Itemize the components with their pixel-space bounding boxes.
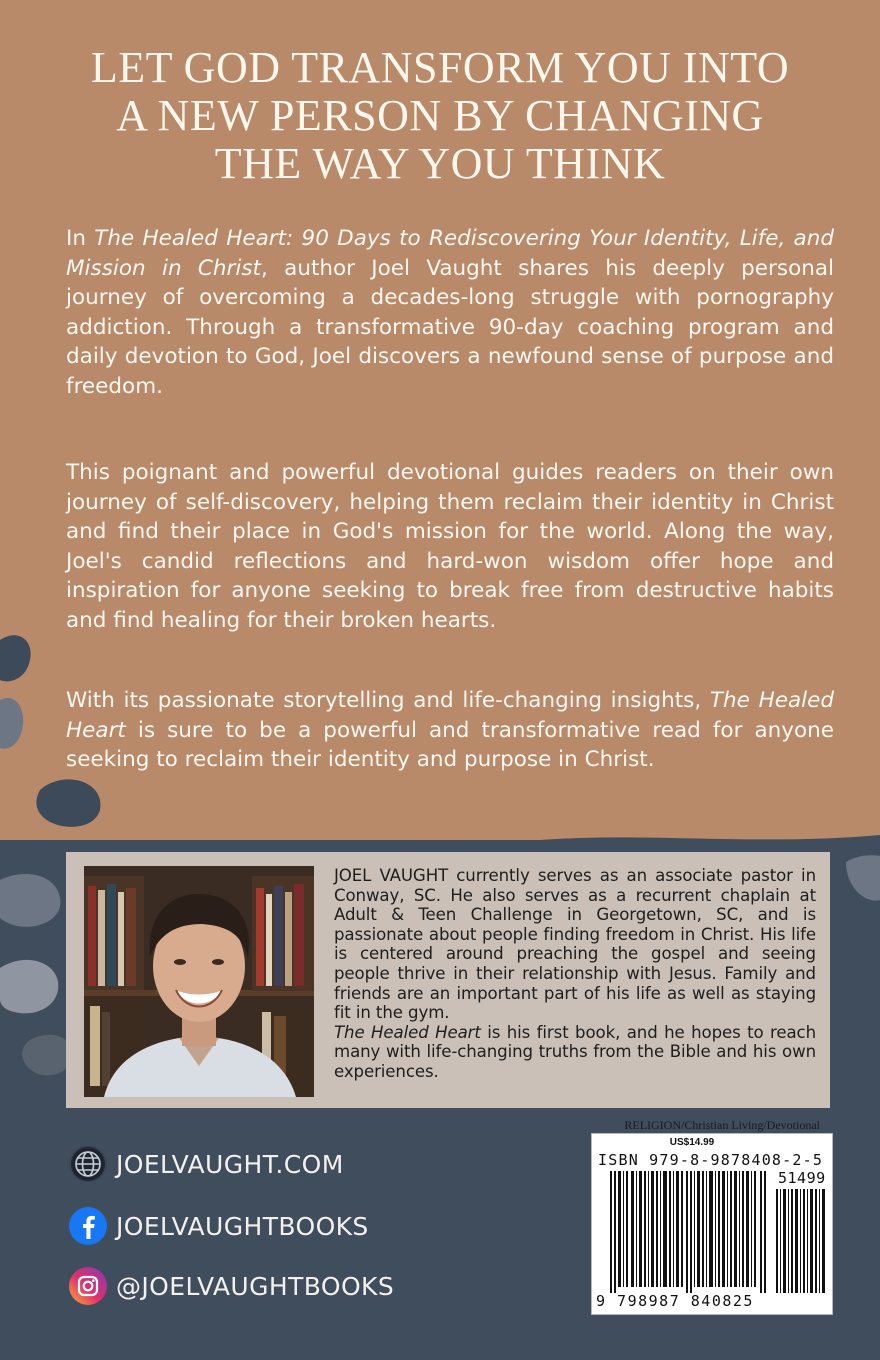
headline-line-3: THE WAY YOU THINK <box>214 139 666 188</box>
book-category: RELIGION/Christian Living/Devotional <box>624 1118 820 1132</box>
paragraph-3-body: is sure to be a powerful and transformative read for anyone seeking to reclaim their identity and purpose in Christ. <box>66 717 834 772</box>
isbn-text: ISBN 979-8-9878408-2-5 <box>598 1151 824 1169</box>
facebook-link[interactable] <box>66 1204 369 1248</box>
globe-icon <box>66 1142 110 1186</box>
website-link[interactable] <box>66 1142 344 1186</box>
instagram-icon <box>66 1264 110 1308</box>
isbn-barcode <box>591 1133 833 1315</box>
book-title-full: The Healed Heart: 90 Days to Rediscovering Your Identity, Life, and Mission in Christ <box>66 226 834 281</box>
ean-number: 9 798987 840825 <box>596 1292 754 1310</box>
facebook-label: JOELVAUGHTBOOKS <box>116 1211 369 1241</box>
author-photo <box>84 866 314 1097</box>
author-bio-book-title: The Healed Heart <box>334 1022 481 1042</box>
paragraph-1-prefix: In <box>66 226 95 251</box>
author-bio-text-2: is his first book, and he hopes to reach many with life-changing truths from the Bible and his own experiences. <box>334 1022 816 1081</box>
description-paragraph-1 <box>66 224 834 401</box>
description-paragraph-2: This poignant and powerful devotional guides readers on their own journey of self-discovery, helping them reclaim their identity in Christ and find their place in God's mission for the world. Along the way, Joel's candid reflections and hard-won wisdom offer hope and inspiration for anyone seeking to break free from destructive habits and find healing for their broken hearts. <box>66 460 834 633</box>
headline-line-2: A NEW PERSON BY CHANGING <box>116 91 764 140</box>
author-bio <box>334 866 816 1082</box>
addon-code: 51499 <box>778 1169 826 1187</box>
headline <box>0 44 880 188</box>
barcode-bars <box>610 1171 770 1293</box>
facebook-icon <box>66 1204 110 1248</box>
author-name: JOEL VAUGHT <box>334 866 449 885</box>
headline-line-1: LET GOD TRANSFORM YOU INTO <box>90 43 790 92</box>
book-title: The Healed Heart <box>66 688 834 743</box>
website-label: JOELVAUGHT.COM <box>116 1149 344 1179</box>
description-paragraph-3 <box>66 686 834 775</box>
paragraph-3-prefix: With its passionate storytelling and life-changing insights, <box>66 688 710 713</box>
price-label: US$14.99 <box>669 1137 715 1148</box>
instagram-label: @JOELVAUGHTBOOKS <box>116 1271 395 1301</box>
author-bio-text: currently serves as an associate pastor in Conway, SC. He also serves as a recurrent chaplain at Adult & Teen Challenge in Georgetown, SC, and is passionate about people finding freedom in Christ. His life is centered around preaching the gospel and seeing people thrive in their relationship with Jesus. Family and friends are an important part of his life as well as staying fit in the gym. <box>334 866 816 1023</box>
instagram-link[interactable] <box>66 1264 394 1308</box>
addon-barcode-bars <box>776 1189 826 1293</box>
paragraph-1-body: , author Joel Vaught shares his deeply personal journey of overcoming a decades-long struggle with pornography addiction. Through a transformative 90-day coaching program and daily devotion to God, Joel discovers a newfound sense of purpose and freedom. <box>66 255 834 399</box>
